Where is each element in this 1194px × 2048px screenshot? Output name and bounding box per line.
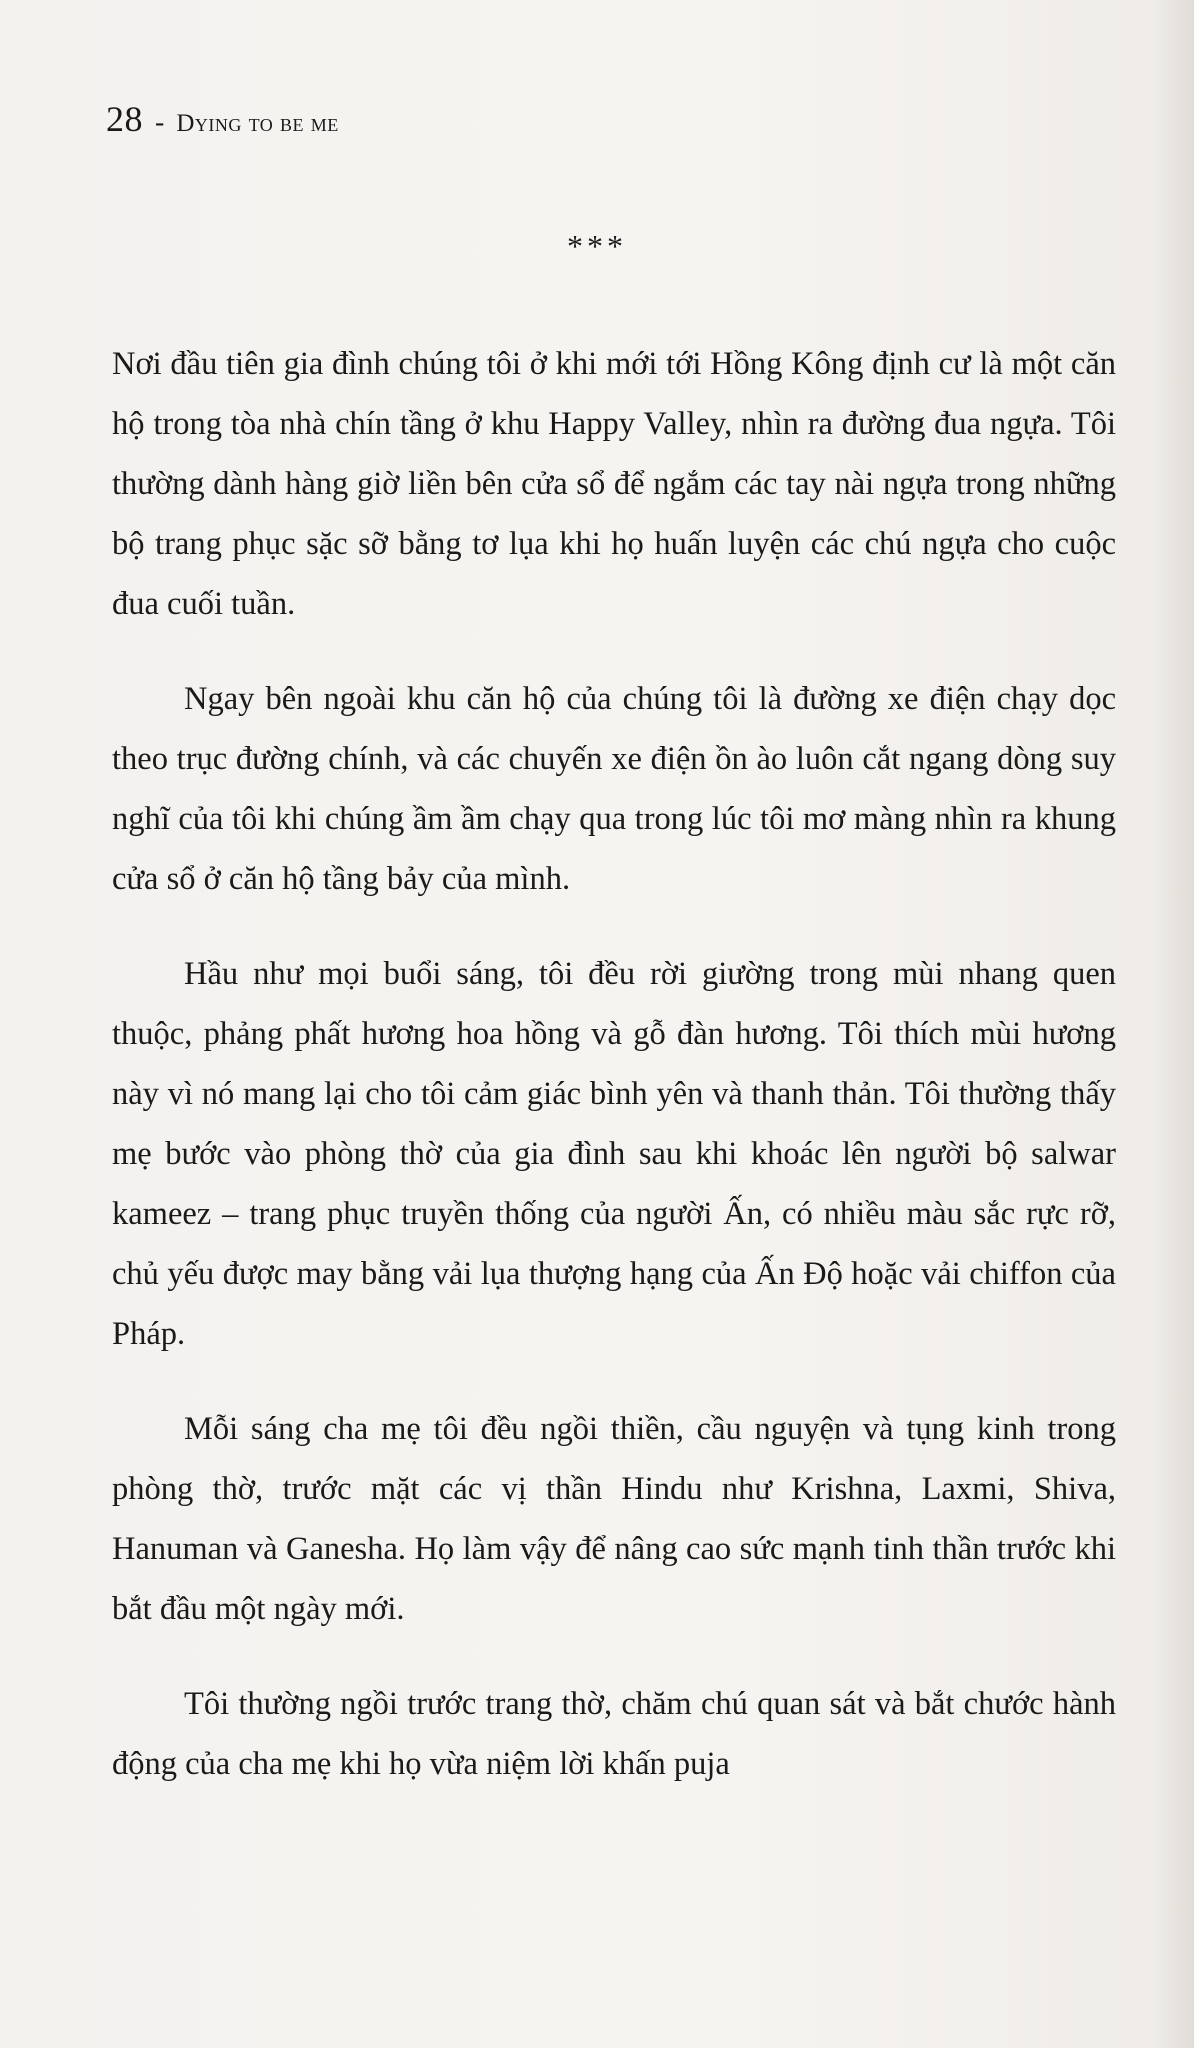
paragraph: Tôi thường ngồi trước trang thờ, chăm chú quan sát và bắt chước hành động của cha mẹ khi họ vừa niệm lời khấn puja bbox=[112, 1686, 1116, 1782]
page-edge-shadow bbox=[1154, 0, 1194, 2048]
header-dash: - bbox=[155, 107, 165, 138]
paragraph: Mỗi sáng cha mẹ tôi đều ngồi thiền, cầu nguyện và tụng kinh trong phòng thờ, trước mặt các vị thần Hindu như Krishna, Laxmi, Shiva, Hanuman và Ganesha. Họ làm vậy để nâng cao sức mạnh tinh thần trước khi bắt đầu một ngày mới. bbox=[112, 1411, 1116, 1627]
page-number: 28 bbox=[106, 99, 143, 139]
paragraph: Ngay bên ngoài khu căn hộ của chúng tôi là đường xe điện chạy dọc theo trục đường chính, và các chuyến xe điện ồn ào luôn cắt ngang dòng suy nghĩ của tôi khi chúng ầm ầm chạy qua trong lúc tôi mơ màng nhìn ra khung cửa sổ ở căn hộ tầng bảy của mình. bbox=[112, 681, 1116, 897]
running-header bbox=[106, 98, 339, 144]
paragraph: Hầu như mọi buổi sáng, tôi đều rời giường trong mùi nhang quen thuộc, phảng phất hương hoa hồng và gỗ đàn hương. Tôi thích mùi hương này vì nó mang lại cho tôi cảm giác bình yên và thanh thản. Tôi thường thấy mẹ bước vào phòng thờ của gia đình sau khi khoác lên người bộ salwar kameez – trang phục truyền thống của người Ấn, có nhiều màu sắc rực rỡ, chủ yếu được may bằng vải lụa thượng hạng của Ấn Độ hoặc vải chiffon của Pháp. bbox=[112, 956, 1116, 1352]
running-title: Dying to be me bbox=[176, 110, 339, 137]
body-text bbox=[112, 334, 1116, 1829]
paragraph: Nơi đầu tiên gia đình chúng tôi ở khi mới tới Hồng Kông định cư là một căn hộ trong tòa nhà chín tầng ở khu Happy Valley, nhìn ra đường đua ngựa. Tôi thường dành hàng giờ liền bên cửa sổ để ngắm các tay nài ngựa trong những bộ trang phục sặc sỡ bằng tơ lụa khi họ huấn luyện các chú ngựa cho cuộc đua cuối tuần. bbox=[112, 346, 1116, 622]
section-separator: *** bbox=[567, 228, 627, 264]
